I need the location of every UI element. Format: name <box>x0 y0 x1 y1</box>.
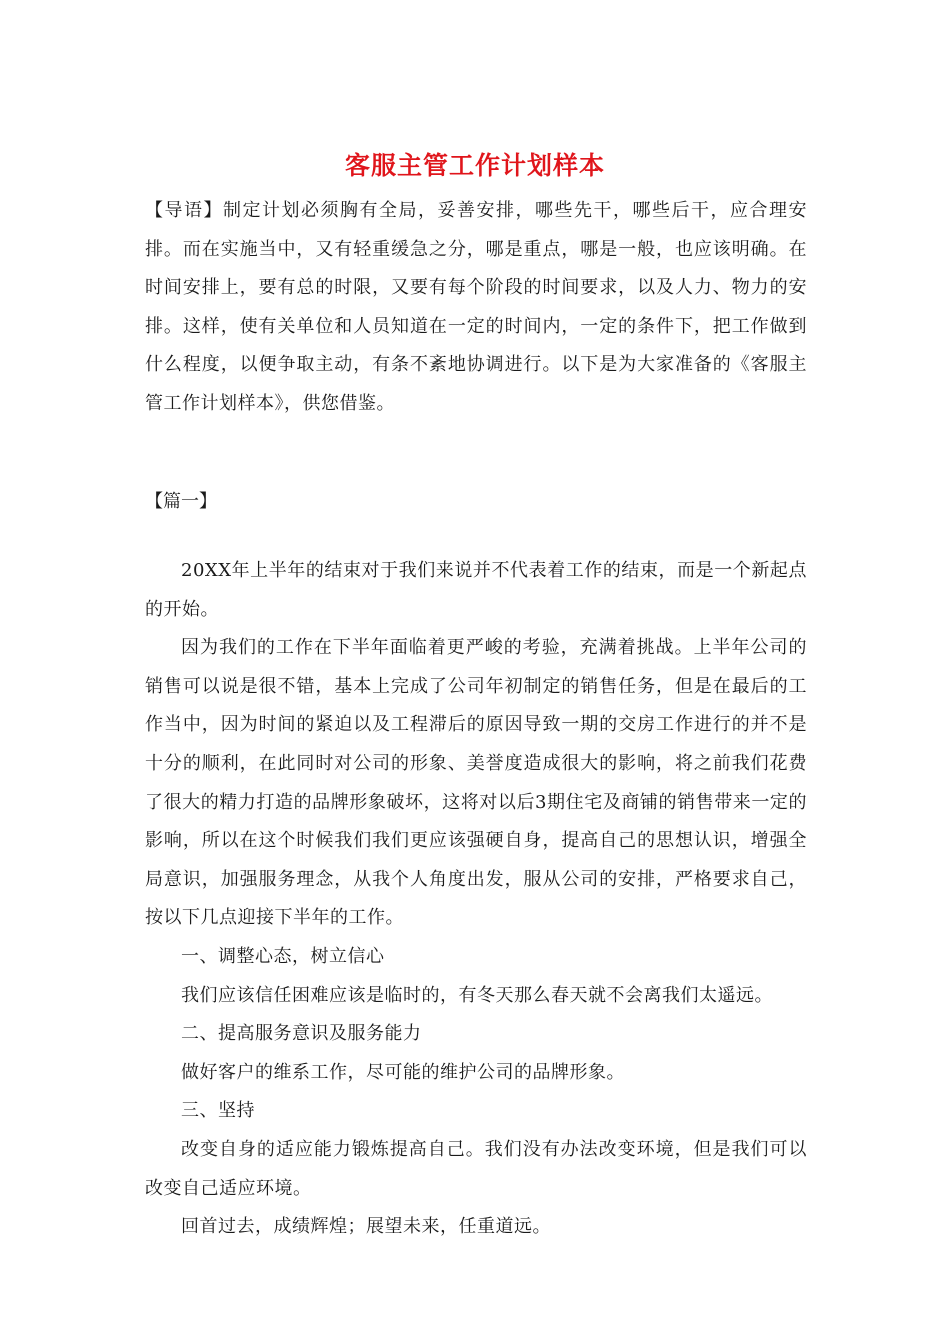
subheading-1: 一、调整心态，树立信心 <box>181 945 385 967</box>
body-paragraph: 我们应该信任困难应该是临时的，有冬天那么春天就不会离我们太遥远。 <box>181 984 773 1006</box>
section-heading: 【篇一】 <box>145 491 217 512</box>
body-paragraph: 因为我们的工作在下半年面临着更严峻的考验，充满着挑战。上半年公司的销售可以说是很不错，基本上完成了公司年初制定的销售任务，但是在最后的工作当中，因为时间的紧迫以及工程滞后的原因导致一期的交房工作进行的并不是十分的顺利，在此同时对公司的形象、美誉度造成很大的影响，将之前我们花费了很大的精力打造的品牌形象破坏，这将对以后3期住宅及商铺的销售带来一定的影响，所以在这个时候我们我们更应该强硬自身，提高自己的思想认识，增强全局意识，加强服务理念，从我个人角度出发，服从公司的安排，严格要求自己，按以下几点迎接下半年的工作。 <box>145 637 807 929</box>
body-paragraph: 做好客户的维系工作，尽可能的维护公司的品牌形象。 <box>181 1061 625 1083</box>
intro-paragraph: 【导语】制定计划必须胸有全局，妥善安排，哪些先干，哪些后干，应合理安排。而在实施当中，又有轻重缓急之分，哪是重点，哪是一般，也应该明确。在时间安排上，要有总的时限，又要有每个阶段的时间要求，以及人力、物力的安排。这样，使有关单位和人员知道在一定的时间内，一定的条件下，把工作做到什么程度，以便争取主动，有条不紊地协调进行。以下是为大家准备的《客服主管工作计划样本》，供您借鉴。 <box>145 200 807 414</box>
document-title: 客服主管工作计划样本 <box>344 151 605 180</box>
document-body <box>145 552 807 1247</box>
body-paragraph: 20XX年上半年的结束对于我们来说并不代表着工作的结束，而是一个新起点的开始。 <box>145 560 807 620</box>
closing-paragraph: 回首过去，成绩辉煌；展望未来，任重道远。 <box>181 1216 551 1238</box>
subheading-3: 三、坚持 <box>181 1100 255 1122</box>
subheading-2: 二、提高服务意识及服务能力 <box>181 1023 422 1045</box>
body-paragraph: 改变自身的适应能力锻炼提高自己。我们没有办法改变环境，但是我们可以改变自己适应环境。 <box>145 1138 807 1199</box>
